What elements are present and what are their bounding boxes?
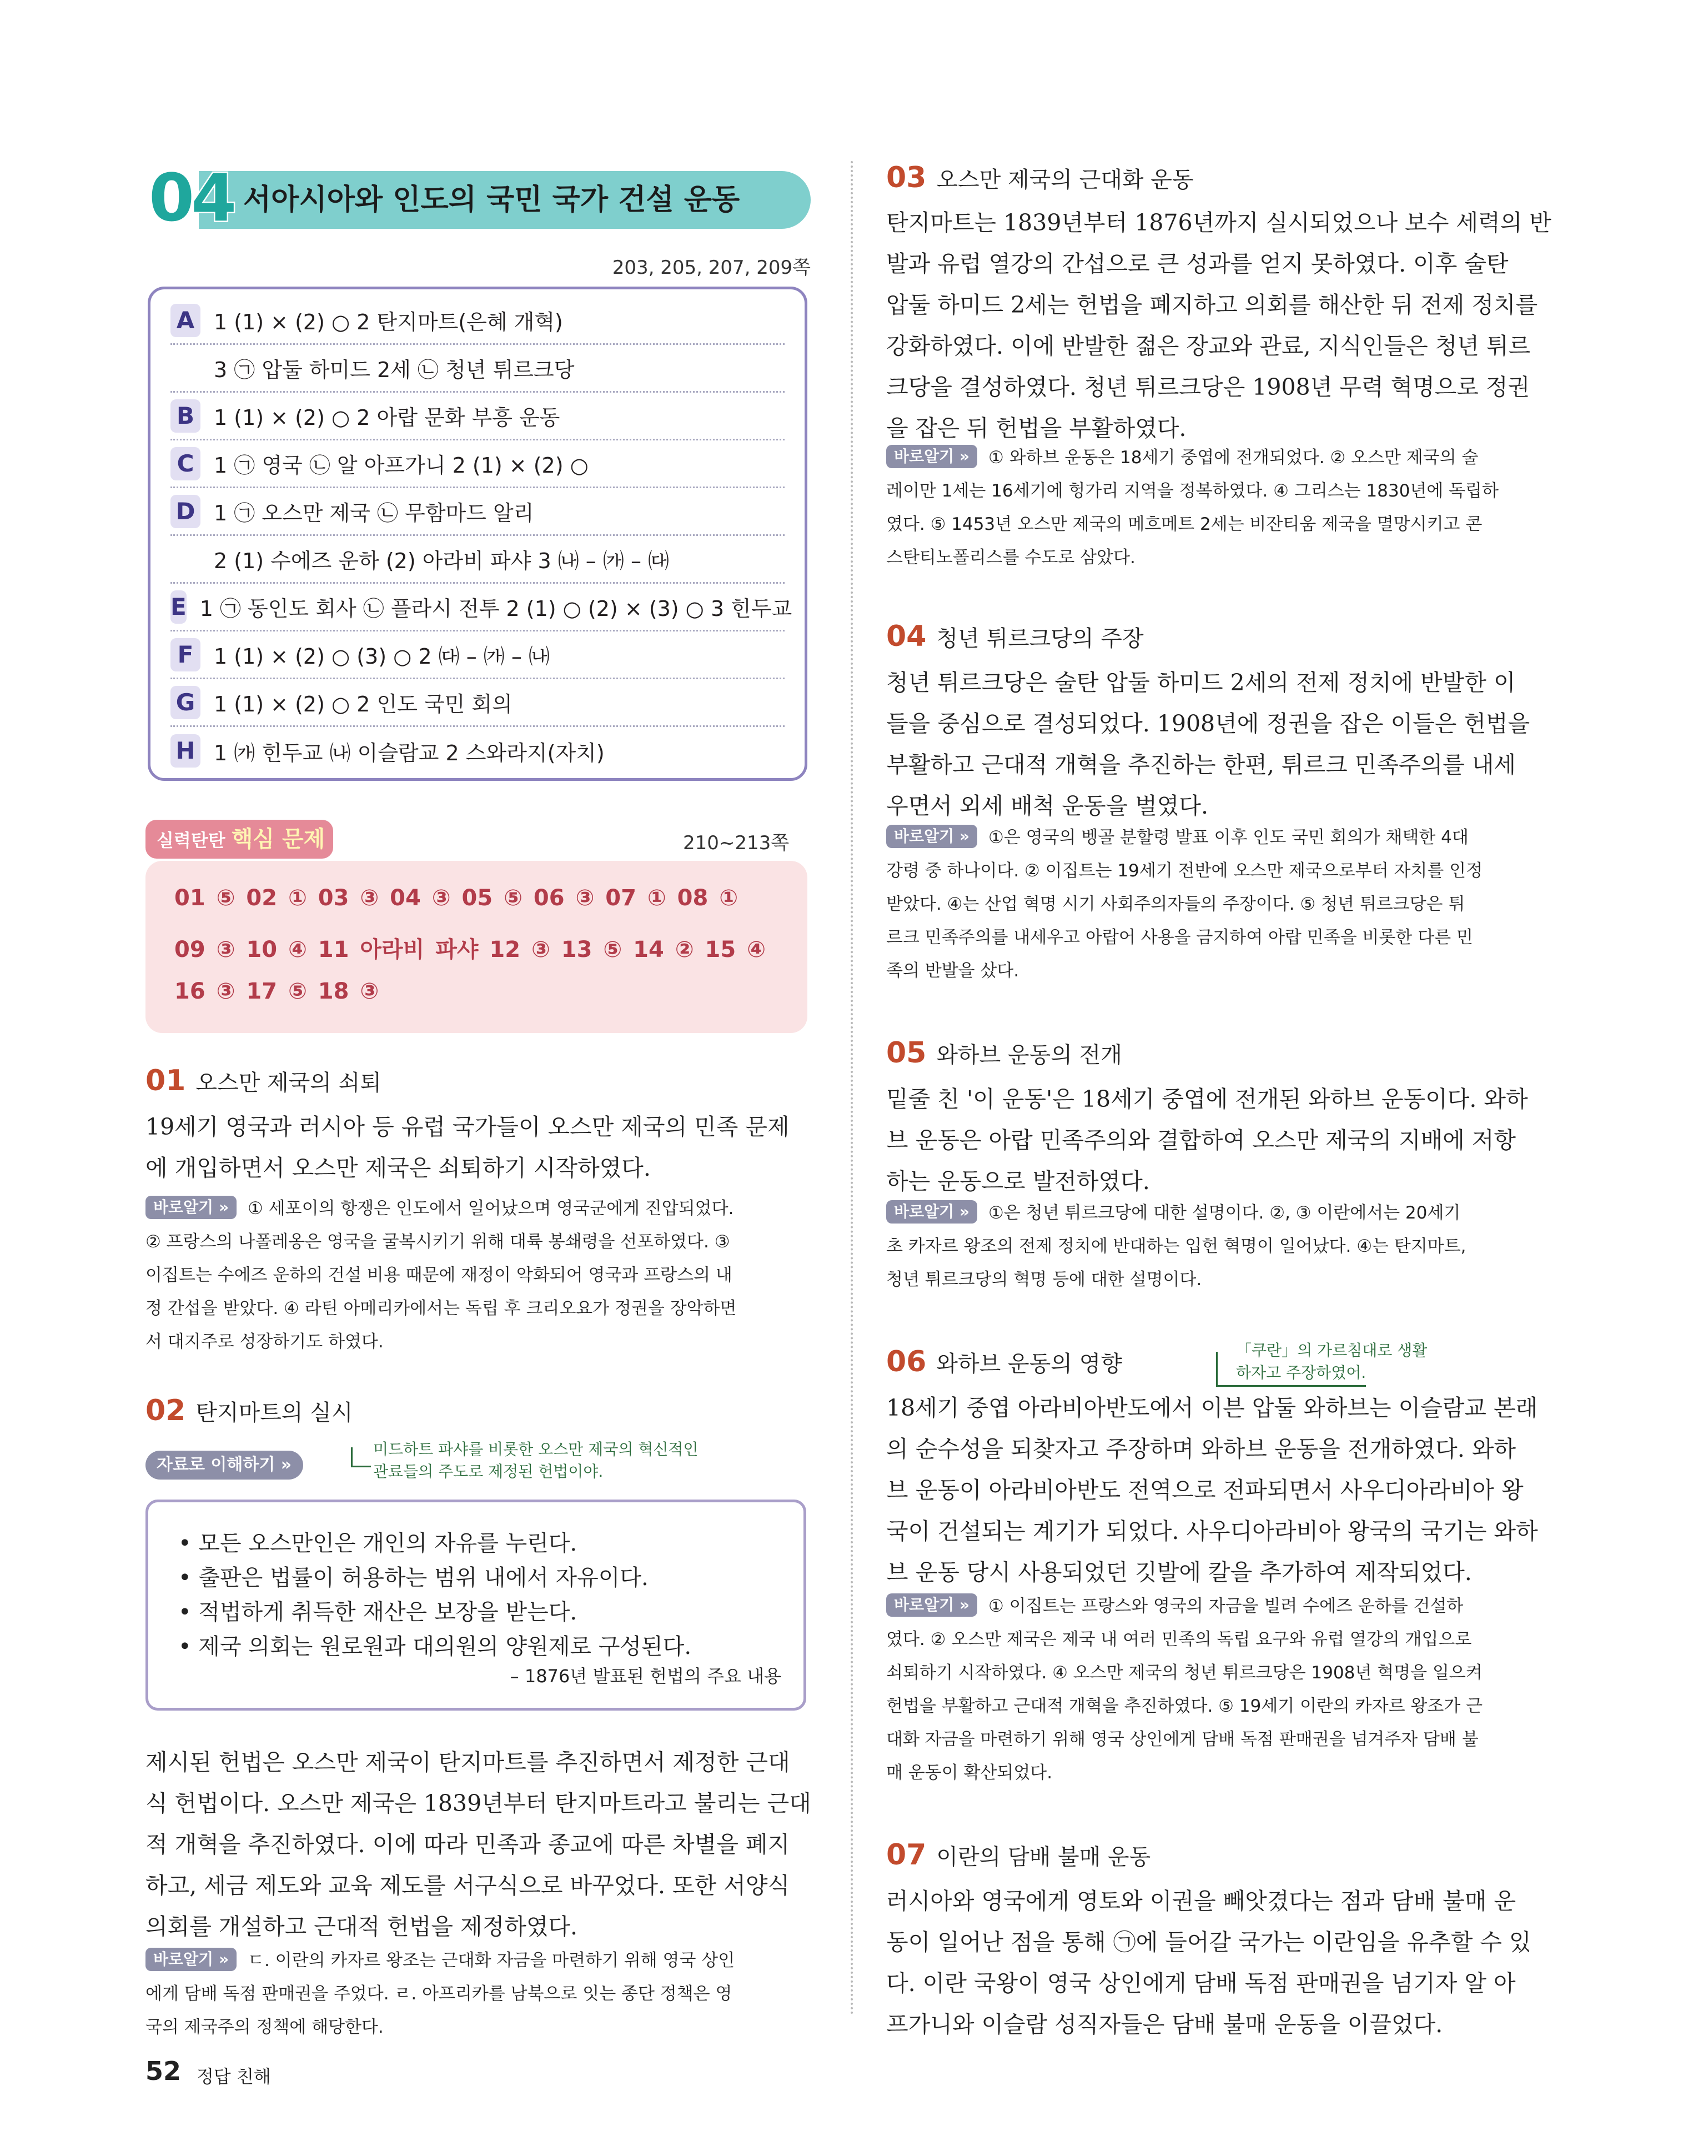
body-line: 식 헌법이다. 오스만 제국은 1839년부터 탄지마트라고 불리는 근대 bbox=[145, 1790, 811, 1817]
section-01-heading bbox=[145, 1064, 381, 1097]
note-line: 헌법을 부활하고 근대적 개혁을 추진하였다. ⑤ 19세기 이란의 카자르 왕조가 근 bbox=[886, 1696, 1483, 1716]
note-tag: 바로알기 » bbox=[886, 445, 977, 468]
note-line: 정 간섭을 받았다. ④ 라틴 아메리카에서는 독립 후 크리오요가 정권을 장악하면 bbox=[145, 1298, 737, 1318]
source-line: • 모든 오스만인은 개인의 자유를 누린다. bbox=[178, 1531, 577, 1556]
data-understanding-tag: 자료로 이해하기 » bbox=[145, 1451, 303, 1480]
section-title: 와하브 운동의 영향 bbox=[936, 1351, 1122, 1377]
section-number: 03 bbox=[886, 161, 927, 194]
note-line: 레이만 1세는 16세기에 헝가리 지역을 정복하였다. ④ 그리스는 1830년에 독립하 bbox=[886, 481, 1499, 501]
note-tag: 바로알기 » bbox=[886, 1593, 977, 1617]
section-06-heading bbox=[886, 1345, 1122, 1378]
note-line: 서 대지주로 성장하기도 하였다. bbox=[145, 1332, 384, 1352]
answer-letter-badge bbox=[170, 543, 200, 576]
body-line: 브 운동은 아랍 민족주의와 결합하여 오스만 제국의 지배에 저항 bbox=[886, 1127, 1516, 1154]
note-tag: 바로알기 » bbox=[145, 1948, 237, 1971]
answer-letter-badge: A bbox=[170, 304, 200, 337]
body-line: 프가니와 이슬람 성직자들은 담배 불매 운동을 이끌었다. bbox=[886, 2011, 1443, 2038]
section-06-callout bbox=[1236, 1340, 1427, 1384]
section-title: 탄지마트의 실시 bbox=[195, 1400, 353, 1426]
note-line: ② 프랑스의 나폴레옹은 영국을 굴복시키기 위해 대륙 봉쇄령을 선포하였다. ③ bbox=[145, 1232, 730, 1252]
core-pages-reference: 210~213쪽 bbox=[683, 832, 790, 854]
answer-row bbox=[170, 631, 785, 679]
answer-row bbox=[170, 679, 785, 727]
section-04-heading bbox=[886, 620, 1144, 653]
answer-letter-badge bbox=[170, 352, 200, 385]
note-tag: 바로알기 » bbox=[886, 825, 977, 848]
body-line: 부활하고 근대적 개혁을 추진하는 한편, 튀르크 민족주의를 내세 bbox=[886, 751, 1516, 778]
body-line: 동이 일어난 점을 통해 ㉠에 들어갈 국가는 이란임을 유추할 수 있 bbox=[886, 1929, 1531, 1956]
section-02-note bbox=[145, 1944, 807, 2044]
section-04-note bbox=[886, 821, 1553, 987]
page-number: 52 bbox=[145, 2056, 182, 2086]
note-line: 이집트는 수에즈 운하의 건설 비용 때문에 재정이 악화되어 영국과 프랑스의 내 bbox=[145, 1265, 732, 1285]
callout-connector bbox=[1216, 1352, 1233, 1385]
note-line: ① 세포이의 항쟁은 인도에서 일어났으며 영국군에게 진압되었다. bbox=[248, 1199, 734, 1219]
answer-text: 1 (1) × (2) ○ 2 탄지마트(은혜 개혁) bbox=[214, 310, 563, 334]
note-line: 쇠퇴하기 시작하였다. ④ 오스만 제국의 청년 튀르크당은 1908년 혁명을 일으켜 bbox=[886, 1663, 1483, 1683]
body-line: 의회를 개설하고 근대적 헌법을 제정하였다. bbox=[145, 1913, 578, 1940]
core-answer-line: 16 ③ 17 ⑤ 18 ③ bbox=[174, 979, 379, 1004]
answer-row bbox=[170, 297, 785, 345]
section-06-note bbox=[886, 1590, 1553, 1789]
body-line: 19세기 영국과 러시아 등 유럽 국가들이 오스만 제국의 민족 문제 bbox=[145, 1114, 790, 1140]
section-02-heading bbox=[145, 1394, 353, 1427]
section-title: 오스만 제국의 쇠퇴 bbox=[195, 1070, 381, 1096]
note-line: ① 이집트는 프랑스와 영국의 자금을 빌려 수에즈 운하를 건설하 bbox=[988, 1596, 1464, 1616]
body-line: 청년 튀르크당은 술탄 압둘 하미드 2세의 전제 정치에 반발한 이 bbox=[886, 669, 1516, 696]
body-line: 강화하였다. 이에 반발한 젊은 장교와 관료, 지식인들은 청년 튀르 bbox=[886, 333, 1531, 359]
section-number: 02 bbox=[145, 1394, 186, 1427]
section-01-body bbox=[145, 1106, 807, 1189]
section-02-body bbox=[145, 1742, 811, 1947]
section-number: 05 bbox=[886, 1036, 927, 1070]
section-01-note bbox=[145, 1192, 807, 1358]
body-line: 크당을 결성하였다. 청년 튀르크당은 1908년 무력 혁명으로 정권 bbox=[886, 374, 1530, 400]
column-divider bbox=[851, 161, 853, 2016]
body-line: 브 운동이 아라비아반도 전역으로 전파되면서 사우디아라비아 왕 bbox=[886, 1477, 1524, 1503]
note-line: ㄷ. 이란의 카자르 왕조는 근대화 자금을 마련하기 위해 영국 상인 bbox=[248, 1951, 735, 1971]
answer-text: 1 ㉠ 영국 ㉡ 알 아프가니 2 (1) × (2) ○ bbox=[214, 453, 589, 478]
answer-letter-badge: H bbox=[170, 734, 200, 768]
section-07-heading bbox=[886, 1838, 1151, 1872]
body-line: 하는 운동으로 발전하였다. bbox=[886, 1168, 1150, 1195]
section-title: 와하브 운동의 전개 bbox=[936, 1042, 1122, 1068]
body-line: 국이 건설되는 계기가 되었다. 사우디아라비아 왕국의 국기는 와하 bbox=[886, 1518, 1538, 1545]
answer-row bbox=[170, 345, 785, 393]
section-number: 01 bbox=[145, 1064, 186, 1097]
body-line: 브 운동 당시 사용되었던 깃발에 칼을 추가하여 제작되었다. bbox=[886, 1559, 1472, 1586]
body-line: 에 개입하면서 오스만 제국은 쇠퇴하기 시작하였다. bbox=[145, 1155, 651, 1181]
body-line: 러시아와 영국에게 영토와 이권을 빼앗겼다는 점과 담배 불매 운 bbox=[886, 1888, 1516, 1914]
chapter-heading bbox=[149, 159, 811, 236]
section-title: 이란의 담배 불매 운동 bbox=[936, 1844, 1151, 1870]
note-line: 족의 반발을 샀다. bbox=[886, 961, 1019, 981]
note-line: 국의 제국주의 정책에 해당한다. bbox=[145, 2017, 384, 2037]
body-line: 압둘 하미드 2세는 헌법을 폐지하고 의회를 해산한 뒤 전제 정치를 bbox=[886, 292, 1538, 318]
answer-row bbox=[170, 488, 785, 536]
section-number: 07 bbox=[886, 1838, 927, 1872]
body-line: 들을 중심으로 결성되었다. 1908년에 정권을 잡은 이들은 헌법을 bbox=[886, 710, 1530, 737]
note-line: 스탄티노폴리스를 수도로 삼았다. bbox=[886, 548, 1136, 568]
answer-text: 1 (1) × (2) ○ 2 인도 국민 회의 bbox=[214, 692, 513, 716]
section-number: 06 bbox=[886, 1345, 927, 1378]
section-05-heading bbox=[886, 1036, 1122, 1070]
answer-text: 1 ㉠ 오스만 제국 ㉡ 무함마드 알리 bbox=[214, 501, 534, 525]
core-answers-box bbox=[145, 861, 807, 1033]
note-line: ①은 청년 튀르크당에 대한 설명이다. ②, ③ 이란에서는 20세기 bbox=[988, 1203, 1461, 1223]
note-tag: 바로알기 » bbox=[886, 1200, 977, 1224]
note-line: 였다. ② 오스만 제국은 제국 내 여러 민족의 독립 요구와 유럽 열강의 개입으로 bbox=[886, 1629, 1472, 1649]
core-answer-line: 09 ③ 10 ④ 11 아라비 파샤 12 ③ 13 ⑤ 14 ② 15 ④ bbox=[174, 937, 766, 962]
body-line: 다. 이란 국왕이 영국 상인에게 담배 독점 판매권을 넘기자 알 아 bbox=[886, 1970, 1516, 1997]
section-03-body bbox=[886, 202, 1553, 449]
section-05-body bbox=[886, 1079, 1553, 1202]
answer-row bbox=[170, 393, 785, 440]
footer-label: 정답 친해 bbox=[197, 2066, 271, 2087]
section-07-body bbox=[886, 1881, 1553, 2045]
answer-text: 1 ㈎ 힌두교 ㈏ 이슬람교 2 스와라지(자치) bbox=[214, 740, 605, 765]
section-04-body bbox=[886, 662, 1553, 826]
chapter-title: 서아시아와 인도의 국민 국가 건설 운동 bbox=[243, 183, 740, 217]
body-line: 우면서 외세 배척 운동을 벌였다. bbox=[886, 793, 1209, 819]
note-tag: 바로알기 » bbox=[145, 1196, 237, 1219]
note-line: 매 운동이 확산되었다. bbox=[886, 1763, 1053, 1783]
section-03-note bbox=[886, 441, 1553, 574]
answer-letter-badge: E bbox=[170, 590, 187, 624]
answer-letter-badge: D bbox=[170, 495, 200, 528]
callout-line: 하자고 주장하였어. bbox=[1236, 1363, 1367, 1382]
note-line: ①은 영국의 벵골 분할령 발표 이후 인도 국민 회의가 채택한 4대 bbox=[988, 828, 1469, 848]
source-citation: – 1876년 발표된 헌법의 주요 내용 bbox=[510, 1666, 781, 1687]
answer-letter-badge: C bbox=[170, 447, 200, 480]
note-line: 초 카자르 왕조의 전제 정치에 반대하는 입헌 혁명이 일어났다. ④는 탄지마트, bbox=[886, 1236, 1466, 1256]
callout-underline bbox=[1216, 1385, 1366, 1387]
body-line: 을 잡은 뒤 헌법을 부활하였다. bbox=[886, 415, 1187, 442]
note-line: 르크 민족주의를 내세우고 아랍어 사용을 금지하여 아랍 민족을 비롯한 다른 민 bbox=[886, 927, 1473, 947]
source-line: • 적법하게 취득한 재산은 보장을 받는다. bbox=[178, 1600, 577, 1625]
answer-letter-badge: F bbox=[170, 638, 200, 671]
answer-letter-badge: B bbox=[170, 399, 200, 433]
section-number: 04 bbox=[886, 620, 927, 653]
section-02-callout bbox=[373, 1438, 698, 1483]
note-line: 대화 자금을 마련하기 위해 영국 상인에게 담배 독점 판매권을 넘겨주자 담배 불 bbox=[886, 1729, 1479, 1749]
note-line: 강령 중 하나이다. ② 이집트는 19세기 전반에 오스만 제국으로부터 자치를 인정 bbox=[886, 861, 1483, 881]
body-line: 제시된 헌법은 오스만 제국이 탄지마트를 추진하면서 제정한 근대 bbox=[145, 1749, 790, 1776]
answer-text: 3 ㉠ 압둘 하미드 2세 ㉡ 청년 튀르크당 bbox=[214, 358, 575, 382]
section-05-note bbox=[886, 1196, 1553, 1296]
callout-line: 관료들의 주도로 제정된 헌법이야. bbox=[373, 1462, 604, 1481]
core-problems-tag bbox=[145, 820, 333, 859]
chapter-number: 04 bbox=[149, 159, 234, 236]
body-line: 밑줄 친 '이 운동'은 18세기 중엽에 전개된 와하브 운동이다. 와하 bbox=[886, 1086, 1528, 1112]
core-tag-big: 핵심 문제 bbox=[231, 826, 325, 852]
core-tag-small: 실력탄탄 bbox=[157, 830, 225, 851]
answer-text: 1 (1) × (2) ○ (3) ○ 2 ㈐ – ㈎ – ㈏ bbox=[214, 644, 550, 669]
body-line: 하고, 세금 제도와 교육 제도를 서구식으로 바꾸었다. 또한 서양식 bbox=[145, 1872, 790, 1899]
section-06-body bbox=[886, 1387, 1553, 1593]
section-title: 오스만 제국의 근대화 운동 bbox=[936, 167, 1194, 193]
callout-connector bbox=[351, 1447, 371, 1467]
answer-text: 1 ㉠ 동인도 회사 ㉡ 플라시 전투 2 (1) ○ (2) × (3) ○ 3 힌두교 bbox=[199, 596, 792, 621]
note-line: 였다. ⑤ 1453년 오스만 제국의 메흐메트 2세는 비잔티움 제국을 멸망시키고 콘 bbox=[886, 514, 1483, 534]
section-title: 청년 튀르크당의 주장 bbox=[936, 626, 1144, 651]
core-answer-line: 01 ⑤ 02 ① 03 ③ 04 ③ 05 ⑤ 06 ③ 07 ① 08 ① bbox=[174, 885, 739, 911]
body-line: 18세기 중엽 아라비아반도에서 이븐 압둘 와하브는 이슬람교 본래 bbox=[886, 1395, 1538, 1421]
answer-text: 2 (1) 수에즈 운하 (2) 아라비 파샤 3 ㈏ – ㈎ – ㈐ bbox=[214, 549, 670, 573]
source-line: • 출판은 법률이 허용하는 범위 내에서 자유이다. bbox=[178, 1565, 649, 1591]
callout-line: 미드하트 파샤를 비롯한 오스만 제국의 혁신적인 bbox=[373, 1440, 699, 1458]
answer-row bbox=[170, 727, 785, 775]
note-line: 청년 튀르크당의 혁명 등에 대한 설명이다. bbox=[886, 1270, 1202, 1290]
answer-row bbox=[170, 536, 785, 584]
answer-text: 1 (1) × (2) ○ 2 아랍 문화 부흥 운동 bbox=[214, 405, 560, 430]
answer-letter-badge: G bbox=[170, 686, 200, 719]
note-line: 에게 담배 독점 판매권을 주었다. ㄹ. 아프리카를 남북으로 잇는 종단 정책은 영 bbox=[145, 1984, 732, 2004]
note-line: 받았다. ④는 산업 혁명 시기 사회주의자들의 주장이다. ⑤ 청년 튀르크당은 튀 bbox=[886, 894, 1465, 914]
callout-line: 「쿠란」의 가르침대로 생활 bbox=[1236, 1341, 1428, 1360]
body-line: 의 순수성을 되찾자고 주장하며 와하브 운동을 전개하였다. 와하 bbox=[886, 1436, 1516, 1462]
body-line: 발과 유럽 열강의 간섭으로 큰 성과를 얻지 못하였다. 이후 술탄 bbox=[886, 250, 1509, 277]
section-03-heading bbox=[886, 161, 1194, 194]
answer-pages-reference: 203, 205, 207, 209쪽 bbox=[612, 257, 811, 279]
body-line: 적 개혁을 추진하였다. 이에 따라 민족과 종교에 따른 차별을 폐지 bbox=[145, 1831, 790, 1858]
answer-box bbox=[148, 287, 807, 781]
body-line: 탄지마트는 1839년부터 1876년까지 실시되었으나 보수 세력의 반 bbox=[886, 209, 1551, 236]
source-box bbox=[145, 1500, 806, 1711]
note-line: ① 와하브 운동은 18세기 중엽에 전개되었다. ② 오스만 제국의 술 bbox=[988, 448, 1479, 468]
answer-row bbox=[170, 440, 785, 488]
answer-row bbox=[170, 584, 792, 631]
source-line: • 제국 의회는 원로원과 대의원의 양원제로 구성된다. bbox=[178, 1634, 692, 1659]
